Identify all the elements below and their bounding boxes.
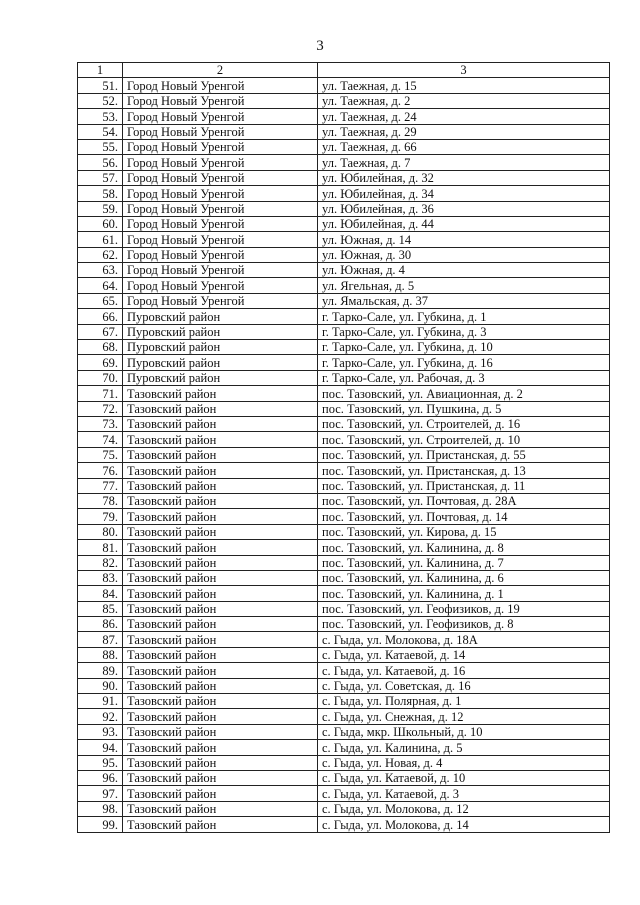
row-number: 72. [78,401,123,416]
row-address: с. Гыда, ул. Снежная, д. 12 [318,709,610,724]
table-row [78,386,610,401]
row-number: 83. [78,570,123,585]
row-number: 80. [78,524,123,539]
row-address: пос. Тазовский, ул. Почтовая, д. 14 [318,509,610,524]
row-address: пос. Тазовский, ул. Авиационная, д. 2 [318,386,610,401]
row-area: Город Новый Уренгой [123,186,318,201]
row-address: пос. Тазовский, ул. Кирова, д. 15 [318,524,610,539]
row-address: ул. Ямальская, д. 37 [318,293,610,308]
row-area: Город Новый Уренгой [123,170,318,185]
table-row [78,724,610,739]
row-area: Тазовский район [123,801,318,816]
row-number: 56. [78,155,123,170]
row-number: 71. [78,386,123,401]
row-address: пос. Тазовский, ул. Калинина, д. 7 [318,555,610,570]
row-area: Тазовский район [123,493,318,508]
table-row [78,601,610,616]
row-area: Тазовский район [123,663,318,678]
row-area: Тазовский район [123,694,318,709]
table-row [78,740,610,755]
table-row [78,801,610,816]
row-number: 91. [78,694,123,709]
row-address: с. Гыда, ул. Молокова, д. 18А [318,632,610,647]
row-area: Город Новый Уренгой [123,278,318,293]
row-number: 97. [78,786,123,801]
row-area: Пуровский район [123,340,318,355]
row-area: Тазовский район [123,509,318,524]
row-address: г. Тарко-Сале, ул. Губкина, д. 1 [318,309,610,324]
row-area: Тазовский район [123,632,318,647]
table-row [78,309,610,324]
row-number: 89. [78,663,123,678]
table-row [78,232,610,247]
row-area: Тазовский район [123,724,318,739]
table-row [78,170,610,185]
table-row [78,817,610,832]
row-address: ул. Южная, д. 4 [318,263,610,278]
table-row [78,293,610,308]
row-number: 60. [78,216,123,231]
row-area: Тазовский район [123,678,318,693]
table-row [78,493,610,508]
table-row [78,709,610,724]
row-area: Тазовский район [123,647,318,662]
table-row [78,355,610,370]
row-area: Тазовский район [123,586,318,601]
row-area: Город Новый Уренгой [123,139,318,154]
row-address: пос. Тазовский, ул. Калинина, д. 1 [318,586,610,601]
table-row [78,463,610,478]
row-area: Город Новый Уренгой [123,93,318,108]
row-address: ул. Таежная, д. 15 [318,78,610,93]
row-number: 62. [78,247,123,262]
row-area: Город Новый Уренгой [123,78,318,93]
table-row [78,278,610,293]
row-area: Тазовский район [123,740,318,755]
row-address: с. Гыда, ул. Катаевой, д. 10 [318,770,610,785]
row-number: 67. [78,324,123,339]
row-number: 87. [78,632,123,647]
row-number: 85. [78,601,123,616]
table-row [78,663,610,678]
table-row [78,324,610,339]
row-area: Тазовский район [123,524,318,539]
row-area: Город Новый Уренгой [123,216,318,231]
header-col-3: 3 [318,63,610,78]
row-address: ул. Таежная, д. 2 [318,93,610,108]
row-number: 96. [78,770,123,785]
row-area: Тазовский район [123,447,318,462]
row-number: 93. [78,724,123,739]
row-number: 95. [78,755,123,770]
row-number: 68. [78,340,123,355]
table-row [78,93,610,108]
row-address: пос. Тазовский, ул. Пристанская, д. 11 [318,478,610,493]
row-number: 94. [78,740,123,755]
row-number: 51. [78,78,123,93]
table-row [78,570,610,585]
table-row [78,201,610,216]
table-row [78,555,610,570]
header-row [78,63,610,78]
row-number: 65. [78,293,123,308]
row-address: пос. Тазовский, ул. Пушкина, д. 5 [318,401,610,416]
table-row [78,247,610,262]
row-address: ул. Юбилейная, д. 44 [318,216,610,231]
table-row [78,432,610,447]
row-area: Пуровский район [123,324,318,339]
row-area: Город Новый Уренгой [123,124,318,139]
row-number: 63. [78,263,123,278]
row-number: 61. [78,232,123,247]
row-address: ул. Таежная, д. 24 [318,109,610,124]
row-number: 52. [78,93,123,108]
row-address: с. Гыда, ул. Катаевой, д. 16 [318,663,610,678]
row-address: ул. Ягельная, д. 5 [318,278,610,293]
row-address: с. Гыда, ул. Катаевой, д. 14 [318,647,610,662]
row-number: 90. [78,678,123,693]
row-number: 79. [78,509,123,524]
header-col-1: 1 [78,63,123,78]
row-area: Тазовский район [123,540,318,555]
table-row [78,694,610,709]
table-row [78,478,610,493]
row-number: 74. [78,432,123,447]
row-address: пос. Тазовский, ул. Калинина, д. 6 [318,570,610,585]
row-number: 81. [78,540,123,555]
row-number: 92. [78,709,123,724]
row-address: ул. Таежная, д. 7 [318,155,610,170]
table-row [78,370,610,385]
row-number: 75. [78,447,123,462]
row-area: Город Новый Уренгой [123,247,318,262]
table-row [78,632,610,647]
row-area: Тазовский район [123,386,318,401]
row-number: 82. [78,555,123,570]
row-area: Пуровский район [123,370,318,385]
row-address: ул. Юбилейная, д. 34 [318,186,610,201]
row-number: 58. [78,186,123,201]
row-address: с. Гыда, мкр. Школьный, д. 10 [318,724,610,739]
row-address: пос. Тазовский, ул. Геофизиков, д. 8 [318,617,610,632]
row-area: Тазовский район [123,570,318,585]
table-row [78,401,610,416]
row-area: Тазовский район [123,817,318,832]
table-row [78,416,610,431]
table-row [78,678,610,693]
address-table [77,62,610,833]
table-row [78,540,610,555]
table-row [78,124,610,139]
table-header [78,63,610,78]
table-row [78,155,610,170]
row-address: ул. Юбилейная, д. 32 [318,170,610,185]
row-address: пос. Тазовский, ул. Геофизиков, д. 19 [318,601,610,616]
row-address: пос. Тазовский, ул. Пристанская, д. 55 [318,447,610,462]
table-row [78,509,610,524]
row-number: 54. [78,124,123,139]
row-area: Город Новый Уренгой [123,155,318,170]
row-address: пос. Тазовский, ул. Строителей, д. 10 [318,432,610,447]
row-address: г. Тарко-Сале, ул. Губкина, д. 16 [318,355,610,370]
row-number: 53. [78,109,123,124]
row-area: Город Новый Уренгой [123,293,318,308]
row-address: с. Гыда, ул. Катаевой, д. 3 [318,786,610,801]
header-col-2: 2 [123,63,318,78]
row-address: с. Гыда, ул. Новая, д. 4 [318,755,610,770]
row-number: 69. [78,355,123,370]
row-number: 99. [78,817,123,832]
table-row [78,263,610,278]
row-area: Пуровский район [123,309,318,324]
row-area: Тазовский район [123,416,318,431]
row-address: ул. Таежная, д. 66 [318,139,610,154]
table-row [78,617,610,632]
row-area: Тазовский район [123,617,318,632]
row-address: пос. Тазовский, ул. Строителей, д. 16 [318,416,610,431]
row-number: 64. [78,278,123,293]
row-address: с. Гыда, ул. Молокова, д. 14 [318,817,610,832]
table-row [78,770,610,785]
row-number: 88. [78,647,123,662]
row-number: 98. [78,801,123,816]
row-area: Тазовский район [123,432,318,447]
table-body [78,78,610,832]
row-number: 78. [78,493,123,508]
row-number: 84. [78,586,123,601]
row-area: Тазовский район [123,401,318,416]
row-address: с. Гыда, ул. Молокова, д. 12 [318,801,610,816]
row-area: Тазовский район [123,478,318,493]
table-row [78,647,610,662]
table-row [78,186,610,201]
table-row [78,755,610,770]
row-number: 55. [78,139,123,154]
row-number: 86. [78,617,123,632]
table-row [78,786,610,801]
row-area: Тазовский район [123,770,318,785]
page-number: 3 [316,38,324,54]
row-address: ул. Юбилейная, д. 36 [318,201,610,216]
row-area: Город Новый Уренгой [123,201,318,216]
row-address: пос. Тазовский, ул. Пристанская, д. 13 [318,463,610,478]
row-area: Пуровский район [123,355,318,370]
table-row [78,447,610,462]
row-address: г. Тарко-Сале, ул. Губкина, д. 10 [318,340,610,355]
table-row [78,216,610,231]
row-address: с. Гыда, ул. Советская, д. 16 [318,678,610,693]
row-number: 73. [78,416,123,431]
row-area: Город Новый Уренгой [123,263,318,278]
row-number: 57. [78,170,123,185]
row-address: ул. Таежная, д. 29 [318,124,610,139]
row-address: с. Гыда, ул. Калинина, д. 5 [318,740,610,755]
row-area: Город Новый Уренгой [123,109,318,124]
row-area: Тазовский район [123,709,318,724]
row-address: с. Гыда, ул. Полярная, д. 1 [318,694,610,709]
row-area: Тазовский район [123,601,318,616]
table-row [78,78,610,93]
table-row [78,586,610,601]
row-area: Город Новый Уренгой [123,232,318,247]
row-area: Тазовский район [123,555,318,570]
row-address: пос. Тазовский, ул. Почтовая, д. 28А [318,493,610,508]
table-row [78,340,610,355]
row-address: г. Тарко-Сале, ул. Рабочая, д. 3 [318,370,610,385]
table-row [78,139,610,154]
row-area: Тазовский район [123,755,318,770]
row-address: ул. Южная, д. 14 [318,232,610,247]
row-area: Тазовский район [123,786,318,801]
row-number: 59. [78,201,123,216]
row-address: пос. Тазовский, ул. Калинина, д. 8 [318,540,610,555]
row-number: 70. [78,370,123,385]
row-area: Тазовский район [123,463,318,478]
table-row [78,109,610,124]
row-number: 77. [78,478,123,493]
row-number: 76. [78,463,123,478]
row-address: ул. Южная, д. 30 [318,247,610,262]
row-address: г. Тарко-Сале, ул. Губкина, д. 3 [318,324,610,339]
row-number: 66. [78,309,123,324]
table-row [78,524,610,539]
